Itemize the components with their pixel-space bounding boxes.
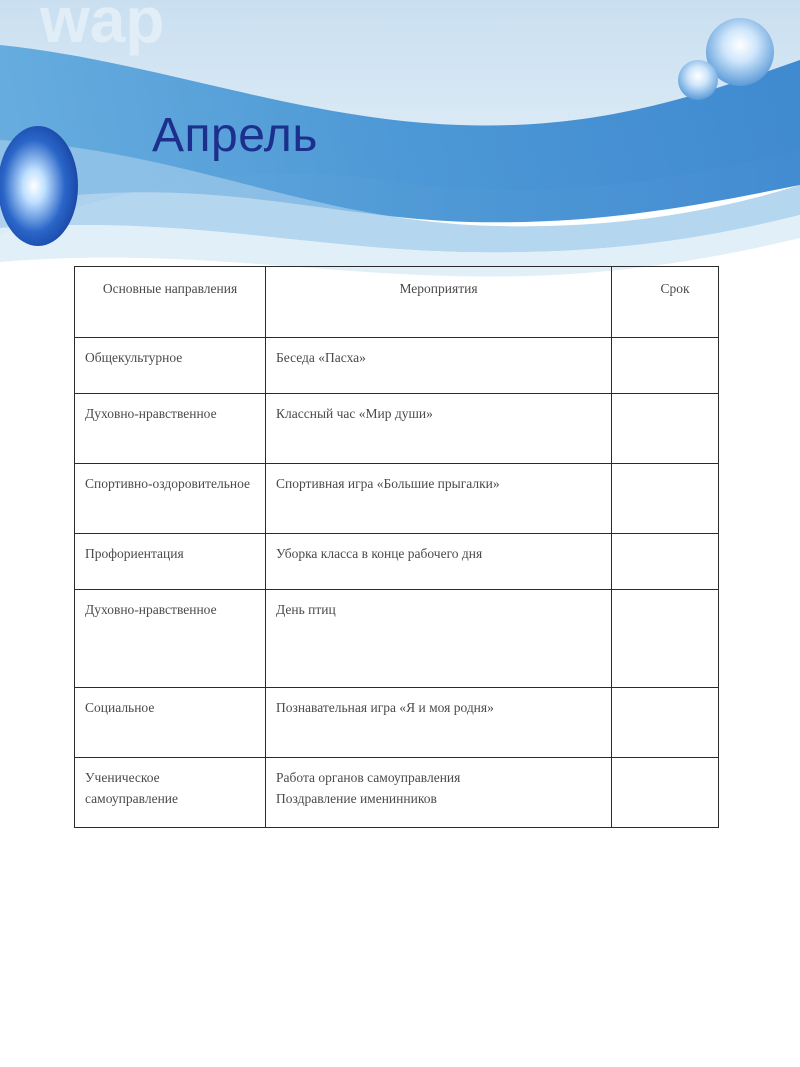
table-row xyxy=(75,338,719,394)
term-cell xyxy=(612,394,719,464)
table-row xyxy=(75,464,719,534)
term-cell xyxy=(612,534,719,590)
direction-cell: Духовно-нравственное xyxy=(75,590,266,688)
term-cell xyxy=(612,464,719,534)
header-term: Срок xyxy=(612,267,719,338)
event-cell: Спортивная игра «Большие прыгалки» xyxy=(266,464,612,534)
table-row xyxy=(75,534,719,590)
header-wave-banner xyxy=(0,0,800,300)
term-cell xyxy=(612,688,719,758)
event-cell: День птиц xyxy=(266,590,612,688)
direction-cell: Ученическое самоуправление xyxy=(75,758,266,828)
slide-title: Апрель xyxy=(152,109,318,162)
activity-plan-table xyxy=(74,266,719,828)
event-cell: Классный час «Мир души» xyxy=(266,394,612,464)
direction-cell: Духовно-нравственное xyxy=(75,394,266,464)
table-row xyxy=(75,590,719,688)
event-cell: Работа органов самоуправления Поздравление именинников xyxy=(266,758,612,828)
svg-text:wap: wap xyxy=(40,0,165,56)
header-directions: Основные направления xyxy=(75,267,266,338)
event-cell: Беседа «Пасха» xyxy=(266,338,612,394)
table-row xyxy=(75,758,719,828)
direction-cell: Общекультурное xyxy=(75,338,266,394)
table-row xyxy=(75,688,719,758)
table-header-row xyxy=(75,267,719,338)
direction-cell: Социальное xyxy=(75,688,266,758)
direction-cell: Профориентация xyxy=(75,534,266,590)
direction-cell: Спортивно-оздоровительное xyxy=(75,464,266,534)
table-row xyxy=(75,394,719,464)
event-cell: Познавательная игра «Я и моя родня» xyxy=(266,688,612,758)
event-cell: Уборка класса в конце рабочего дня xyxy=(266,534,612,590)
term-cell xyxy=(612,758,719,828)
header-events: Мероприятия xyxy=(266,267,612,338)
term-cell xyxy=(612,590,719,688)
term-cell xyxy=(612,338,719,394)
